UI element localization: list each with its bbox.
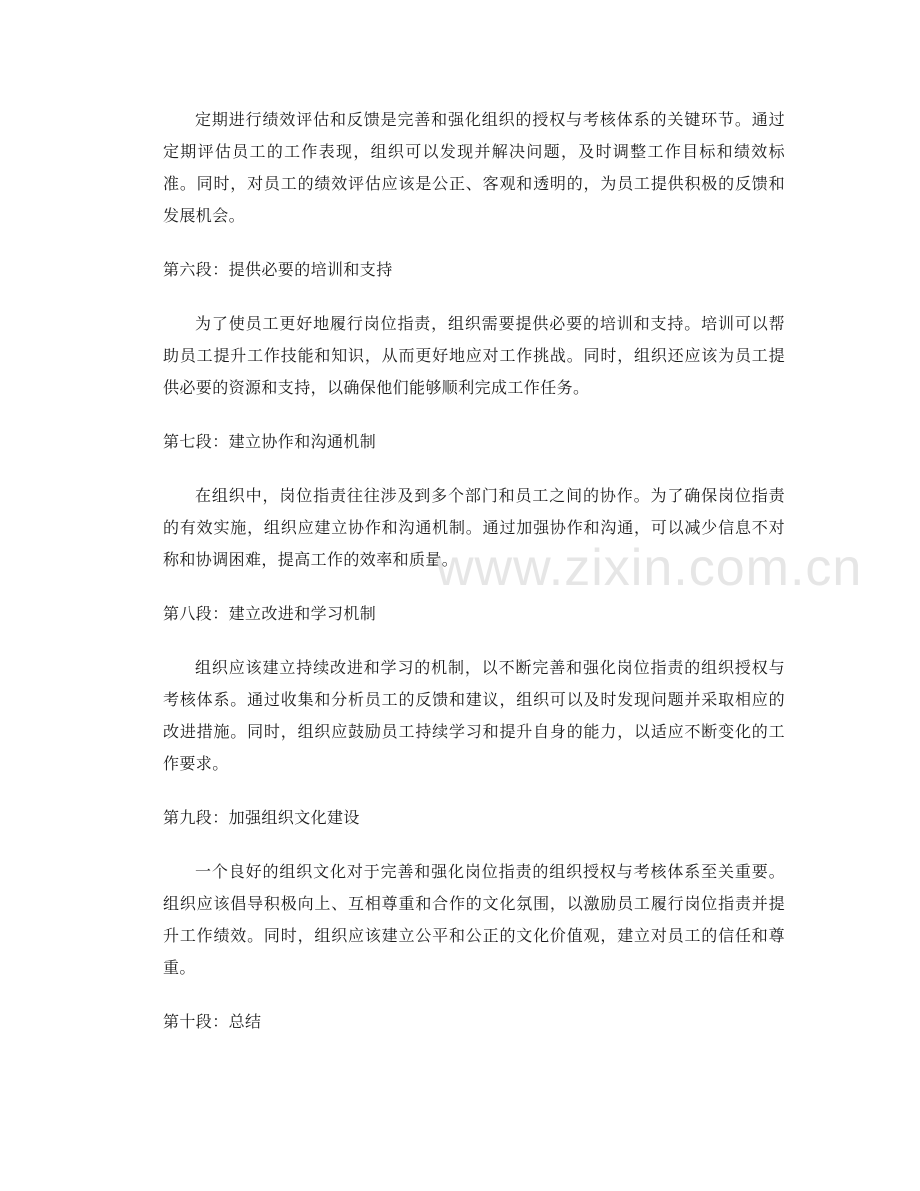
section-heading-7: 第七段：建立协作和沟通机制 xyxy=(163,432,377,451)
section-heading-9: 第九段：加强组织文化建设 xyxy=(163,808,360,827)
paragraph-training-support: 为了使员工更好地履行岗位指责，组织需要提供必要的培训和支持。培训可以帮助员工提升工作技能和知识，从而更好地应对工作挑战。同时，组织还应该为员工提供必要的资源和支持，以确保他们能够顺利完成工作任务。 xyxy=(163,314,785,397)
section-heading-10: 第十段：总结 xyxy=(163,1012,262,1031)
paragraph-collaboration: 在组织中，岗位指责往往涉及到多个部门和员工之间的协作。为了确保岗位指责的有效实施，组织应建立协作和沟通机制。通过加强协作和沟通，可以减少信息不对称和协调困难，提高工作的效率和质量。 xyxy=(163,486,785,569)
watermark-text: www.zixin.com.cn xyxy=(436,539,863,597)
paragraph-performance-review: 定期进行绩效评估和反馈是完善和强化组织的授权与考核体系的关键环节。通过定期评估员工的工作表现，组织可以发现并解决问题，及时调整工作目标和绩效标准。同时，对员工的绩效评估应该是公正、客观和透明的，为员工提供积极的反馈和发展机会。 xyxy=(163,110,785,225)
section-heading-8: 第八段：建立改进和学习机制 xyxy=(163,604,377,623)
paragraph-culture: 一个良好的组织文化对于完善和强化岗位指责的组织授权与考核体系至关重要。组织应该倡导积极向上、互相尊重和合作的文化氛围，以激励员工履行岗位指责并提升工作绩效。同时，组织应该建立公平和公正的文化价值观，建立对员工的信任和尊重。 xyxy=(163,862,785,977)
document-body xyxy=(163,104,785,1060)
section-heading-6: 第六段：提供必要的培训和支持 xyxy=(163,260,393,279)
paragraph-improvement-learning: 组织应该建立持续改进和学习的机制，以不断完善和强化岗位指责的组织授权与考核体系。通过收集和分析员工的反馈和建议，组织可以及时发现问题并采取相应的改进措施。同时，组织应鼓励员工持续学习和提升自身的能力，以适应不断变化的工作要求。 xyxy=(163,658,785,773)
